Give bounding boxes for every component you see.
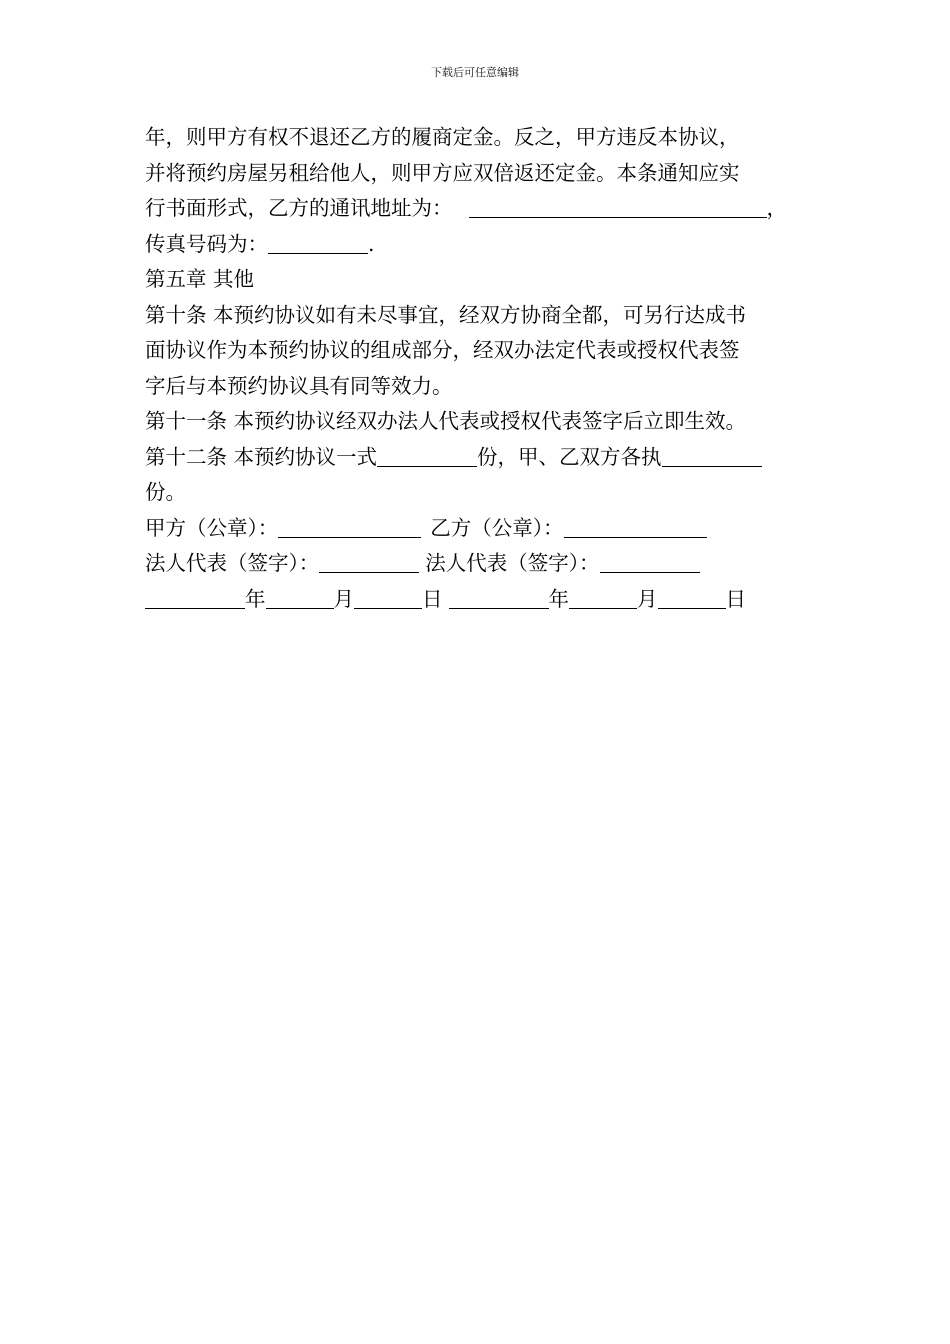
page-header: 下载后可任意编辑: [431, 66, 519, 79]
address-comma: ，: [766, 196, 787, 220]
date-a-month-label: 月: [333, 586, 354, 611]
date-b-day-label: 日: [725, 586, 746, 611]
chapter-heading: 第五章 其他: [145, 267, 255, 291]
address-label: 行书面形式，乙方的通讯地址为：: [145, 196, 453, 220]
paragraph-line: 字后与本预约协议具有同等效力。: [145, 373, 453, 398]
legal-rep-b-blank[interactable]: [600, 550, 700, 573]
date-b-year-blank[interactable]: [449, 586, 549, 609]
fax-period: .: [368, 231, 375, 256]
date-b-month-blank[interactable]: [569, 586, 637, 609]
fax-blank[interactable]: [268, 231, 368, 254]
date-b-month-label: 月: [637, 586, 658, 611]
date-a-year-blank[interactable]: [145, 586, 245, 609]
paragraph-line: 面协议作为本预约协议的组成部分，经双办法定代表或授权代表签: [145, 338, 740, 362]
copies-total-blank[interactable]: [377, 444, 477, 467]
date-b-day-blank[interactable]: [658, 586, 726, 609]
fax-line: [145, 227, 810, 263]
copies-line: [145, 440, 810, 476]
party-a-seal-blank[interactable]: [278, 515, 421, 538]
date-a-day-label: 日: [422, 586, 443, 611]
copies-each-label: 份，甲、乙双方各执: [477, 444, 662, 469]
document-body: [145, 120, 810, 617]
date-a-year-label: 年: [245, 586, 266, 611]
seal-line: [145, 511, 810, 547]
party-a-seal-label: 甲方（公章）：: [145, 515, 279, 540]
paragraph-line: 第十条 本预约协议如有未尽事宜，经双方协商全都，可另行达成书: [145, 302, 747, 327]
legal-rep-line: [145, 546, 810, 582]
fax-label: 传真号码为：: [145, 231, 268, 256]
date-a-day-blank[interactable]: [354, 586, 422, 609]
date-line: [145, 582, 810, 618]
legal-rep-a-blank[interactable]: [319, 550, 419, 573]
copies-each-blank[interactable]: [662, 444, 762, 467]
date-b-year-label: 年: [548, 586, 569, 611]
copies-label: 第十二条 本预约协议一式: [145, 444, 378, 469]
legal-rep-a-label: 法人代表（签字）：: [145, 551, 320, 575]
date-a-month-blank[interactable]: [266, 586, 334, 609]
paragraph-line: 第十一条 本预约协议经双办法人代表或授权代表签字后立即生效。: [145, 409, 747, 433]
paragraph-line: 份。: [145, 480, 186, 504]
party-b-seal-blank[interactable]: [564, 515, 707, 538]
party-b-seal-label: 乙方（公章）：: [430, 515, 564, 540]
legal-rep-b-label: 法人代表（签字）：: [425, 551, 600, 575]
address-blank[interactable]: [469, 195, 767, 218]
paragraph-line: 并将预约房屋另租给他人，则甲方应双倍返还定金。本条通知应实: [145, 160, 740, 185]
paragraph-line: 年，则甲方有权不退还乙方的履商定金。反之，甲方违反本协议，: [145, 125, 740, 149]
address-line: [145, 191, 810, 227]
